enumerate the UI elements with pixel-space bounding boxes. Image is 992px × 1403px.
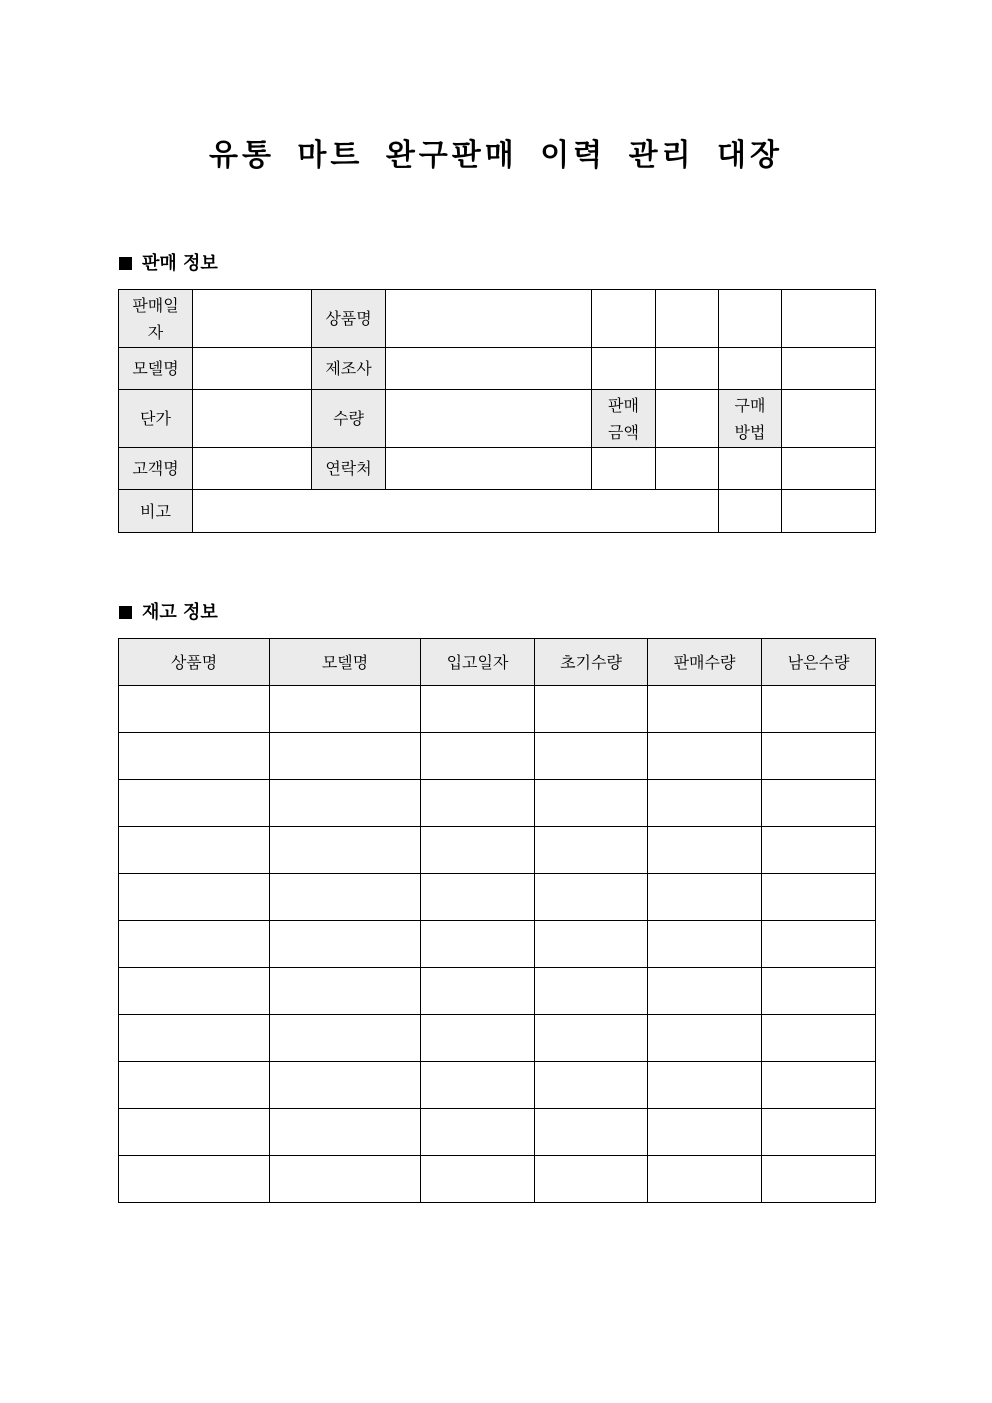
table-row [119,1156,876,1203]
table-cell[interactable] [762,780,876,827]
table-cell[interactable] [762,686,876,733]
quantity-label: 수량 [312,390,386,448]
sales-row-4 [119,448,876,490]
stock-info-table [118,638,876,1203]
table-cell[interactable] [648,1015,762,1062]
table-cell[interactable] [119,874,270,921]
table-cell[interactable] [421,686,535,733]
table-cell[interactable] [648,827,762,874]
table-cell[interactable] [421,1109,535,1156]
table-cell[interactable] [648,968,762,1015]
table-row [119,1015,876,1062]
table-cell[interactable] [270,1062,421,1109]
table-cell[interactable] [648,1062,762,1109]
model-name-label: 모델명 [119,348,193,390]
manufacturer-label: 제조사 [312,348,386,390]
table-cell[interactable] [762,1109,876,1156]
unit-price-label: 단가 [119,390,193,448]
purchase-method-label: 구매 방법 [719,390,782,448]
table-cell[interactable] [762,733,876,780]
table-cell[interactable] [119,1109,270,1156]
sale-amount-field[interactable] [656,390,719,448]
table-cell[interactable] [535,1109,648,1156]
table-cell[interactable] [648,1156,762,1203]
table-row [119,827,876,874]
blank-cell[interactable] [719,348,782,390]
table-cell[interactable] [648,921,762,968]
table-cell[interactable] [535,1156,648,1203]
sales-section-heading-text: 판매 정보 [142,253,218,274]
table-cell[interactable] [119,1015,270,1062]
column-header-product-name: 상품명 [119,639,270,686]
table-row [119,733,876,780]
table-cell[interactable] [421,1156,535,1203]
table-cell[interactable] [270,827,421,874]
blank-cell[interactable] [592,290,656,348]
stock-section-heading [119,601,218,625]
table-cell[interactable] [119,733,270,780]
table-cell[interactable] [119,1156,270,1203]
blank-cell[interactable] [656,290,719,348]
blank-cell[interactable] [719,448,782,490]
column-header-receiving-date: 입고일자 [421,639,535,686]
sales-section-heading [119,252,218,276]
table-cell[interactable] [535,1062,648,1109]
table-cell[interactable] [421,1015,535,1062]
table-cell[interactable] [421,827,535,874]
customer-name-label: 고객명 [119,448,193,490]
sales-info-table [118,289,876,533]
table-cell[interactable] [648,733,762,780]
table-cell[interactable] [270,874,421,921]
manufacturer-field[interactable] [386,348,592,390]
column-header-sold-quantity: 판매수량 [648,639,762,686]
sale-amount-label: 판매 금액 [592,390,656,448]
table-cell[interactable] [270,733,421,780]
sale-date-field[interactable] [193,290,312,348]
table-row [119,686,876,733]
product-name-field[interactable] [386,290,592,348]
table-row [119,1109,876,1156]
table-cell[interactable] [535,827,648,874]
blank-cell[interactable] [719,290,782,348]
table-cell[interactable] [535,968,648,1015]
document-title: 유통 마트 완구판매 이력 관리 대장 [209,138,783,173]
table-cell[interactable] [421,874,535,921]
blank-cell[interactable] [782,348,876,390]
stock-header-row [119,639,876,686]
table-cell[interactable] [270,1015,421,1062]
purchase-method-field[interactable] [782,390,876,448]
table-cell[interactable] [762,968,876,1015]
table-cell[interactable] [535,921,648,968]
table-cell[interactable] [421,921,535,968]
table-row [119,1062,876,1109]
blank-cell[interactable] [782,448,876,490]
blank-cell[interactable] [782,290,876,348]
contact-field[interactable] [386,448,592,490]
blank-cell[interactable] [592,348,656,390]
table-cell[interactable] [270,1109,421,1156]
table-cell[interactable] [762,827,876,874]
table-cell[interactable] [648,686,762,733]
table-row [119,968,876,1015]
sales-row-1 [119,290,876,348]
table-cell[interactable] [119,968,270,1015]
square-bullet-icon [119,606,132,619]
table-cell[interactable] [535,874,648,921]
table-cell[interactable] [421,1062,535,1109]
sales-row-5 [119,490,876,533]
table-cell[interactable] [270,780,421,827]
sales-row-2 [119,348,876,390]
table-cell[interactable] [648,780,762,827]
stock-table-body [119,686,876,1203]
model-name-field[interactable] [193,348,312,390]
blank-cell[interactable] [656,348,719,390]
table-cell[interactable] [119,780,270,827]
sale-date-label: 판매일 자 [119,290,193,348]
product-name-label: 상품명 [312,290,386,348]
sales-row-3 [119,390,876,448]
table-row [119,921,876,968]
table-cell[interactable] [270,686,421,733]
table-cell[interactable] [762,921,876,968]
table-cell[interactable] [421,733,535,780]
table-row [119,874,876,921]
table-cell[interactable] [648,1109,762,1156]
table-cell[interactable] [762,874,876,921]
square-bullet-icon [119,257,132,270]
column-header-initial-quantity: 초기수량 [535,639,648,686]
blank-cell[interactable] [782,490,876,533]
table-cell[interactable] [535,733,648,780]
blank-cell[interactable] [656,448,719,490]
quantity-field[interactable] [386,390,592,448]
table-cell[interactable] [535,686,648,733]
table-cell[interactable] [762,1156,876,1203]
remarks-label: 비고 [119,490,193,533]
customer-name-field[interactable] [193,448,312,490]
blank-cell[interactable] [592,448,656,490]
table-cell[interactable] [119,686,270,733]
table-cell[interactable] [421,780,535,827]
unit-price-field[interactable] [193,390,312,448]
table-cell[interactable] [270,921,421,968]
table-cell[interactable] [762,1062,876,1109]
table-row [119,780,876,827]
table-cell[interactable] [119,827,270,874]
table-cell[interactable] [119,921,270,968]
contact-label: 연락처 [312,448,386,490]
table-cell[interactable] [270,968,421,1015]
stock-section-heading-text: 재고 정보 [142,602,218,623]
remarks-field[interactable] [193,490,719,533]
table-cell[interactable] [535,1015,648,1062]
table-cell[interactable] [270,1156,421,1203]
table-cell[interactable] [648,874,762,921]
column-header-model-name: 모델명 [270,639,421,686]
table-cell[interactable] [421,968,535,1015]
table-cell[interactable] [119,1062,270,1109]
blank-cell[interactable] [719,490,782,533]
table-cell[interactable] [535,780,648,827]
column-header-remaining-quantity: 남은수량 [762,639,876,686]
table-cell[interactable] [762,1015,876,1062]
